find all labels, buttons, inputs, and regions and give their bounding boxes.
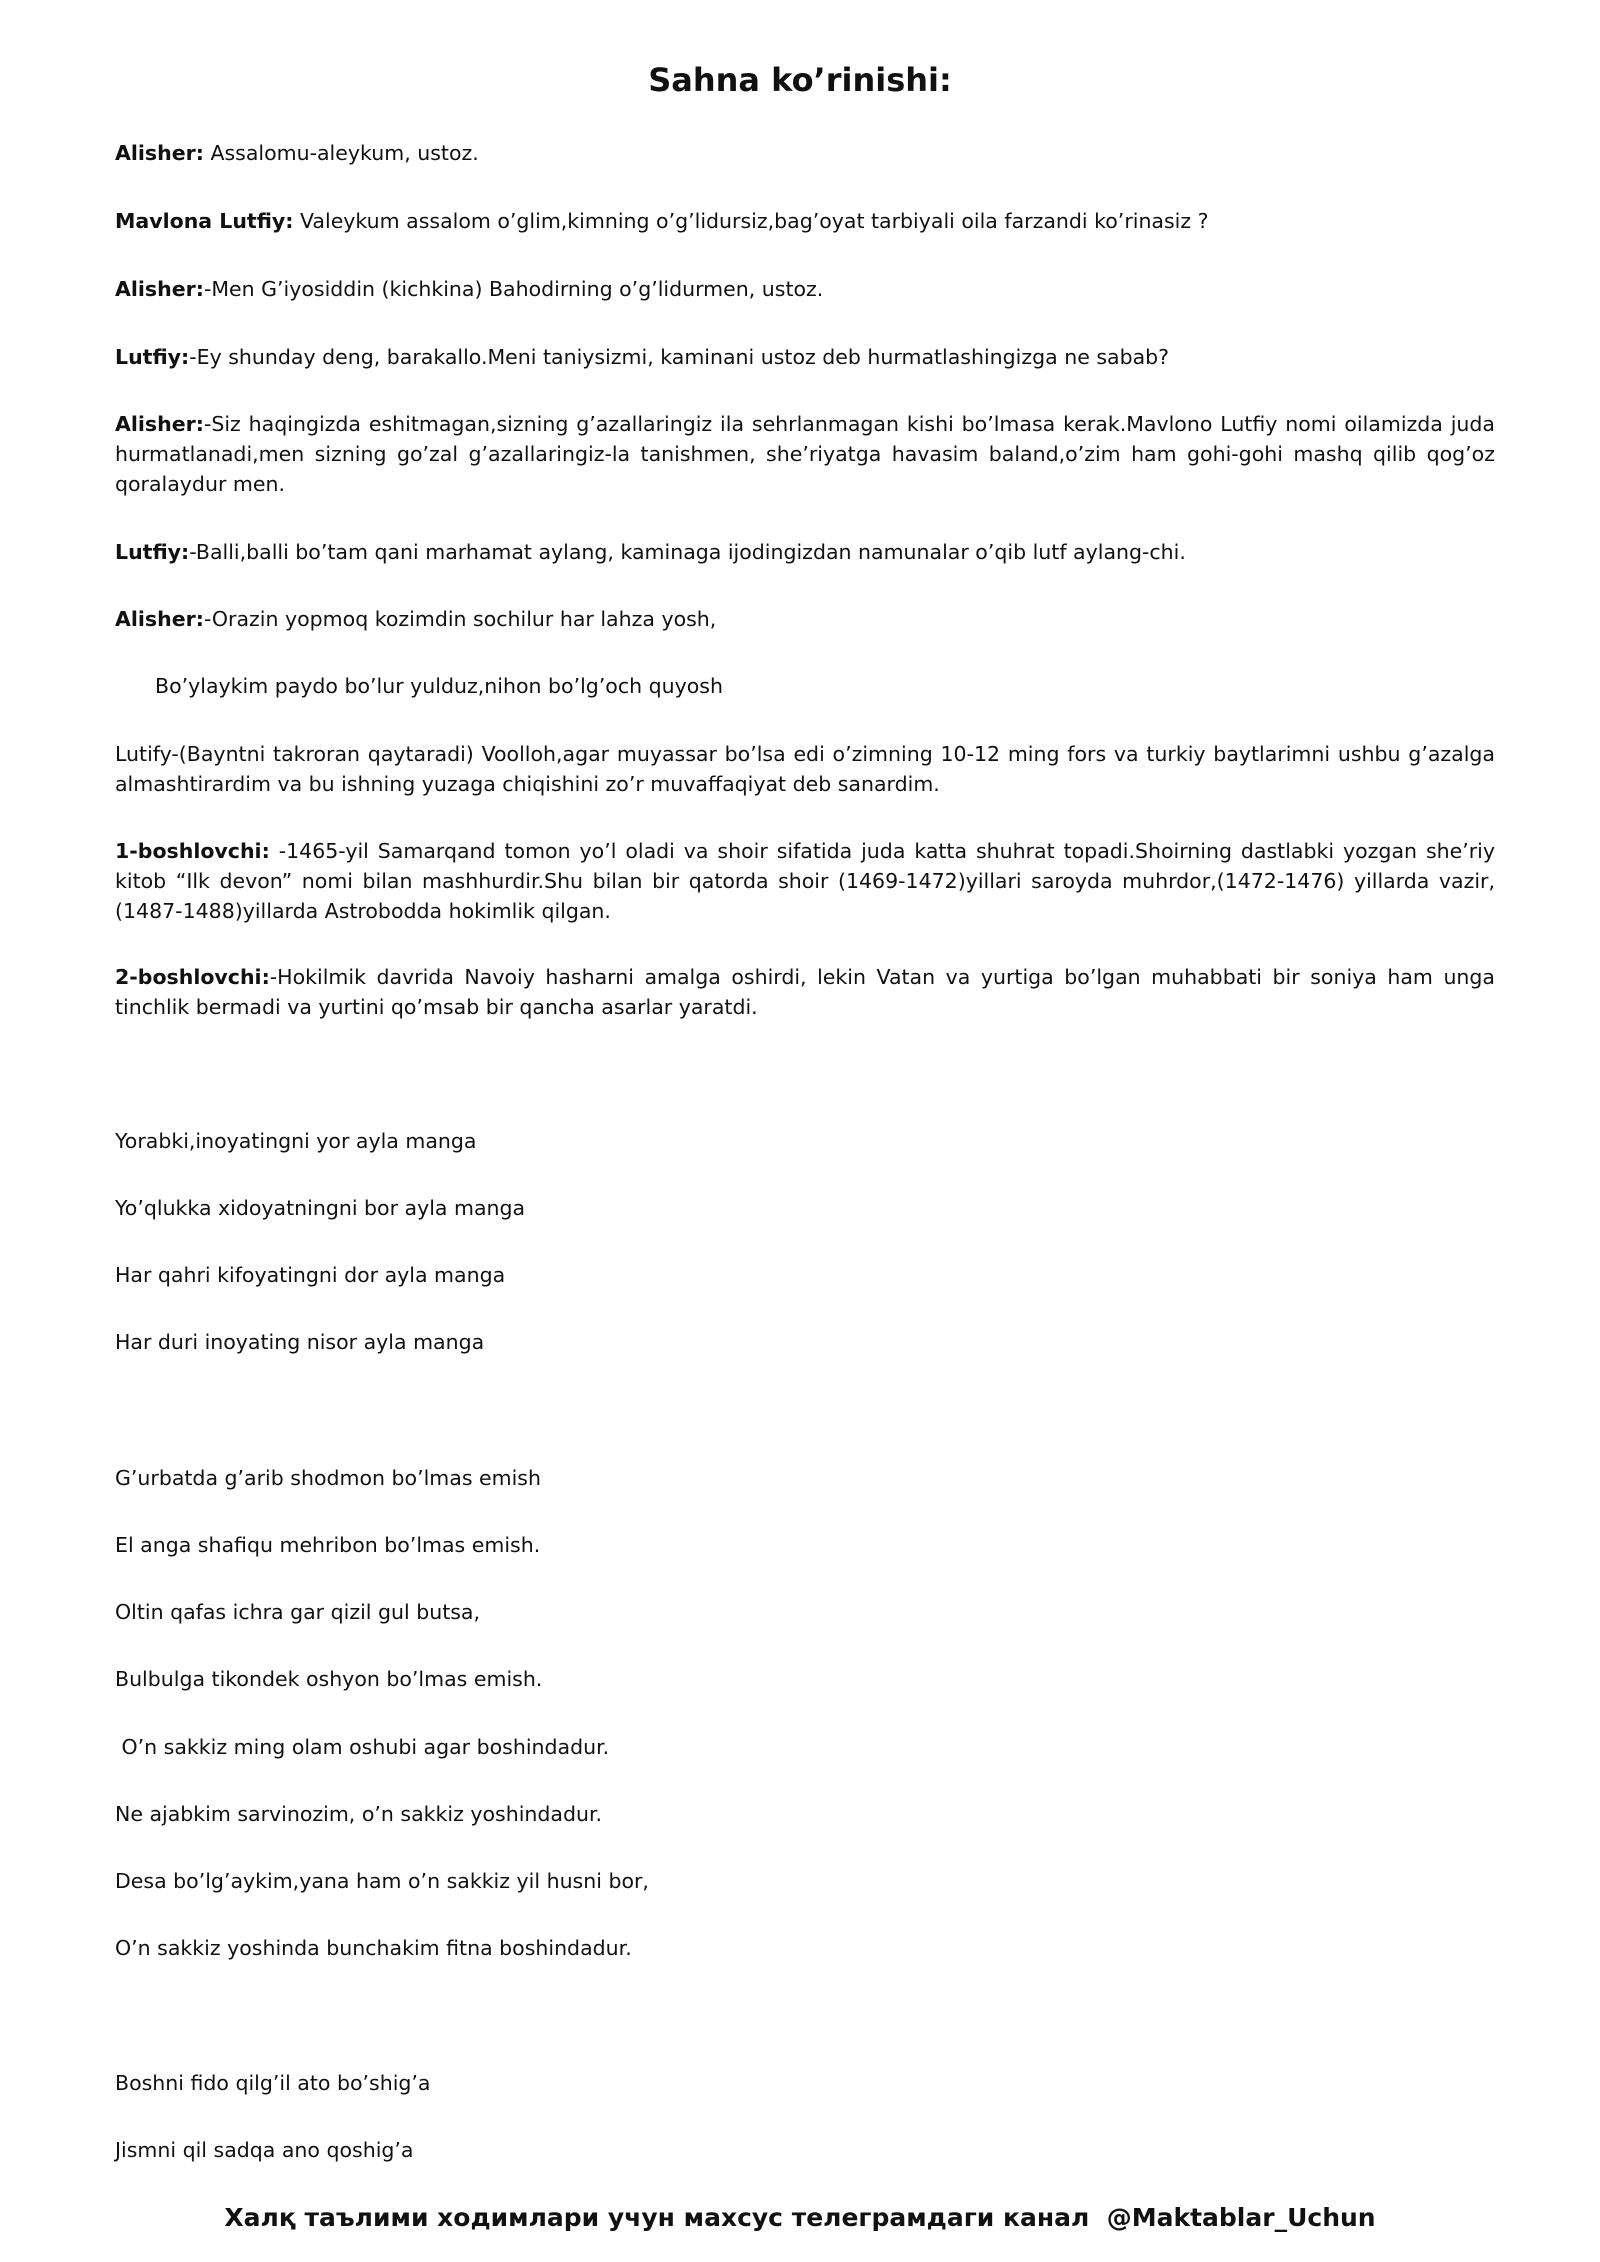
speaker-name: Mavlona Lutfiy: (115, 209, 294, 233)
speaker-name: Alisher: (115, 607, 204, 631)
verse-line: Yorabki,inoyatingni yor ayla manga (115, 1129, 477, 1153)
dialogue-text: -Orazin yopmoq kozimdin sochilur har lahza yosh, (203, 607, 717, 631)
verse-line: O’n sakkiz yoshinda bunchakim fitna boshindadur. (115, 1936, 632, 1960)
dialogue-text: Bo’ylaykim paydo bo’lur yulduz,nihon bo’lg’och quyosh (155, 674, 723, 698)
dialogue-text: Lutify-(Bayntni takroran qaytaradi) Voolloh,agar muyassar bo’lsa edi o’zimning 10-12 ming fors va turkiy baytlarimni ushbu g’azalga almashtirardim va bu ishning yuzaga chiqishini zo’r muvaffaqiyat deb sanardim. (115, 742, 1495, 796)
verse-line: O’n sakkiz ming olam oshubi agar boshindadur. (115, 1735, 610, 1759)
dialogue-text: -1465-yil Samarqand tomon yo’l oladi va shoir sifatida juda katta shuhrat topadi.Shoirning dastlabki yozgan she’riy kitob “Ilk devon” nomi bilan mashhurdir.Shu bilan bir qatorda shoir (1469-1472)yillari saroyda muhrdor,(1472-1476) yillarda vazir,(1487-1488)yillarda Astrobodda hokimlik qilgan. (115, 839, 1495, 923)
footer-channel-note: Халқ таълими ходимлари учун махсус телеграмдаги канал @Maktablar_Uchun (224, 2203, 1376, 2232)
dialogue-text: -Ey shunday deng, barakallo.Meni taniysizmi, kaminani ustoz deb hurmatlashingizga ne sabab? (189, 345, 1170, 369)
verse-line: Boshni fido qilg’il ato bo’shig’a (115, 2071, 431, 2095)
verse-line: Bulbulga tikondek oshyon bo’lmas emish. (115, 1667, 543, 1691)
verse-line: G’urbatda g’arib shodmon bo’lmas emish (115, 1466, 541, 1490)
speaker-name: 1-boshlovchi: (115, 839, 270, 863)
presenter-line (115, 962, 1495, 1022)
speaker-name: Lutfiy: (115, 345, 190, 369)
dialogue-line (115, 409, 1495, 499)
dialogue-line (115, 342, 1495, 372)
page-title: Sahna ko’rinishi: (648, 61, 952, 99)
dialogue-line (115, 274, 1495, 304)
dialogue-line (115, 604, 1495, 634)
dialogue-line (115, 138, 1495, 168)
dialogue-line (115, 537, 1495, 567)
speaker-name: Lutfiy: (115, 540, 190, 564)
dialogue-text: -Siz haqingizda eshitmagan,sizning g’azallaringiz ila sehrlanmagan kishi bo’lmasa kerak.Mavlono Lutfiy nomi oilamizda juda hurmatlanadi,men sizning go’zal g’azallaringiz-la tanishmen, she’riyatga havasim baland,o’zim ham gohi-gohi mashq qilib qog’oz qoralaydur men. (115, 412, 1495, 496)
speaker-name: 2-boshlovchi: (115, 965, 270, 989)
verse-line: Har qahri kifoyatingni dor ayla manga (115, 1263, 506, 1287)
verse-line: Har duri inoyating nisor ayla manga (115, 1330, 485, 1354)
verse-line: Oltin qafas ichra gar qizil gul butsa, (115, 1600, 481, 1624)
presenter-line (115, 836, 1495, 926)
dialogue-line (115, 206, 1495, 236)
dialogue-text: -Hokilmik davrida Navoiy hasharni amalga oshirdi, lekin Vatan va yurtiga bo’lgan muhabbati bir soniya ham unga tinchlik bermadi va yurtini qo’msab bir qancha asarlar yaratdi. (115, 965, 1495, 1019)
dialogue-text: Assalomu-aleykum, ustoz. (203, 141, 479, 165)
verse-line: Yo’qlukka xidoyatningni bor ayla manga (115, 1196, 526, 1220)
speaker-name: Alisher: (115, 277, 204, 301)
verse-line: El anga shafiqu mehribon bo’lmas emish. (115, 1533, 541, 1557)
dialogue-text: -Men G’iyosiddin (kichkina) Bahodirning o’g’lidurmen, ustoz. (203, 277, 824, 301)
speaker-name: Alisher: (115, 141, 204, 165)
verse-line: Desa bo’lg’aykim,yana ham o’n sakkiz yil husni bor, (115, 1869, 649, 1893)
speaker-name: Alisher: (115, 412, 204, 436)
verse-line: Jismni qil sadqa ano qoshig’a (115, 2138, 414, 2162)
dialogue-text: Valeykum assalom o’glim,kimning o’g’lidursiz,bag’oyat tarbiyali oila farzandi ko’rinasiz ? (293, 209, 1209, 233)
narration-paragraph (115, 739, 1495, 799)
dialogue-text: -Balli,balli bo’tam qani marhamat aylang, kaminaga ijodingizdan namunalar o’qib lutf aylang-chi. (189, 540, 1186, 564)
verse-line: Ne ajabkim sarvinozim, o’n sakkiz yoshindadur. (115, 1802, 603, 1826)
verse-continuation (115, 671, 1495, 701)
